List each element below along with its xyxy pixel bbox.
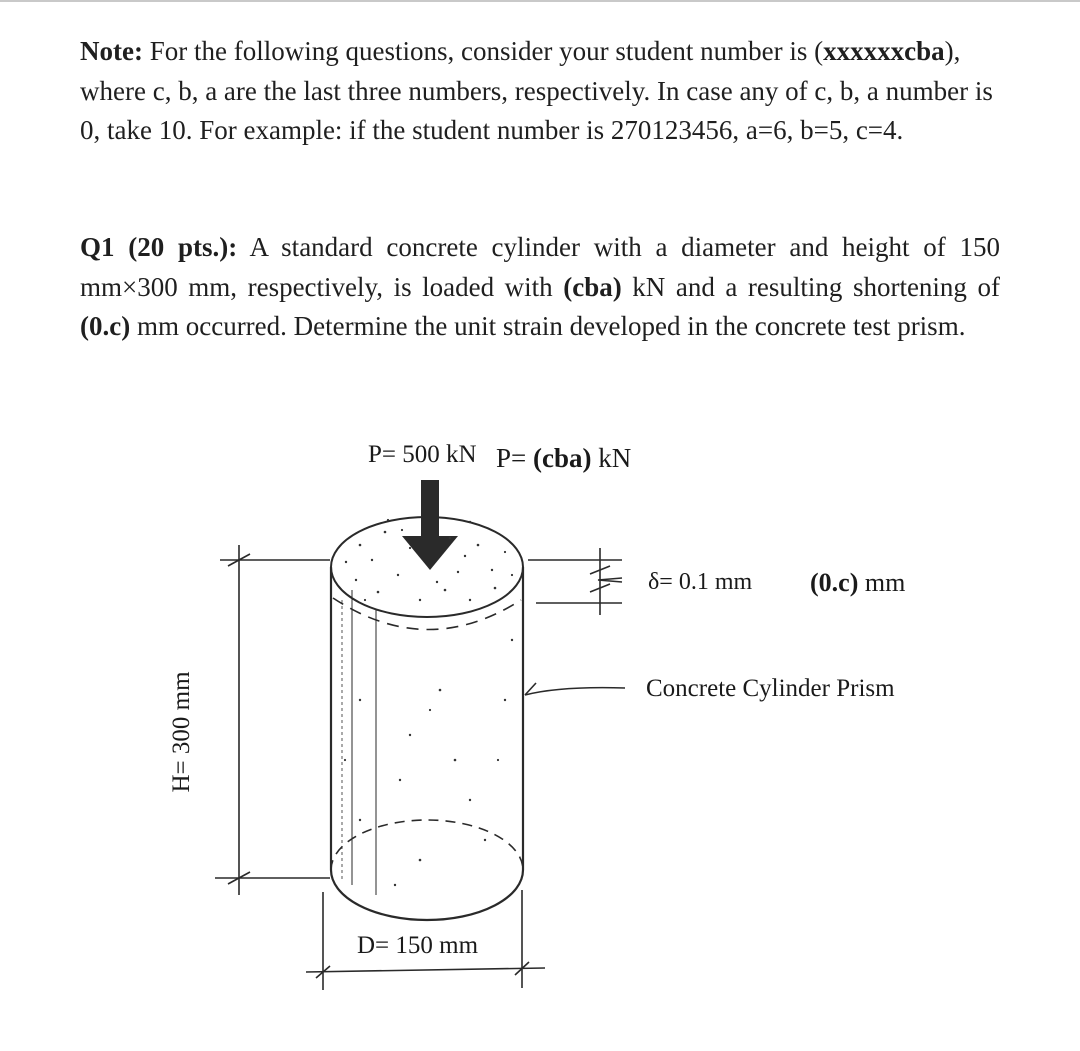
height-label: H= 300 mm bbox=[168, 671, 195, 793]
delta-new-variable: (0.c) bbox=[810, 568, 859, 597]
question-label: Q1 (20 pts.): bbox=[80, 232, 238, 262]
cylinder-label-leader bbox=[525, 683, 625, 695]
question-text-1: A standard concrete cylinder with a diameter and height of 150 mm×300 mm, respectively, is loaded with bbox=[80, 232, 1000, 302]
cylinder-label: Concrete Cylinder Prism bbox=[646, 675, 895, 702]
question-text-2: kN and a resulting shortening of bbox=[621, 271, 1000, 302]
cylinder-body bbox=[331, 517, 523, 920]
student-code: xxxxxxcba bbox=[823, 36, 945, 66]
delta-new-label bbox=[810, 568, 905, 598]
load-new-variable: (cba) bbox=[533, 443, 592, 473]
height-dimension bbox=[215, 545, 330, 895]
load-original-label: P= 500 kN bbox=[368, 441, 477, 468]
delta-new-unit: mm bbox=[858, 568, 906, 597]
note-text-1: For the following questions, consider your student number is ( bbox=[142, 36, 824, 66]
load-arrow-icon bbox=[402, 480, 458, 570]
load-variable: (cba) bbox=[563, 271, 622, 302]
shortening-variable: (0.c) bbox=[80, 311, 131, 341]
shortening-dimension bbox=[528, 548, 622, 615]
note-text-2: ), where c, b, a are the last three numbers, respectively. In case any of c, b, a number is 0, take 10. For example: if the student number is 270123456, a=6, b=5, c=4. bbox=[80, 36, 993, 145]
diameter-label: D= 150 mm bbox=[357, 932, 479, 959]
load-new-unit: kN bbox=[591, 443, 632, 473]
question-text-3: mm occurred. Determine the unit strain developed in the concrete test prism. bbox=[130, 311, 966, 341]
load-new-label bbox=[496, 443, 631, 474]
delta-original-label: δ= 0.1 mm bbox=[648, 569, 753, 595]
load-new-prefix: P= bbox=[496, 443, 533, 473]
note-label: Note: bbox=[80, 36, 143, 66]
